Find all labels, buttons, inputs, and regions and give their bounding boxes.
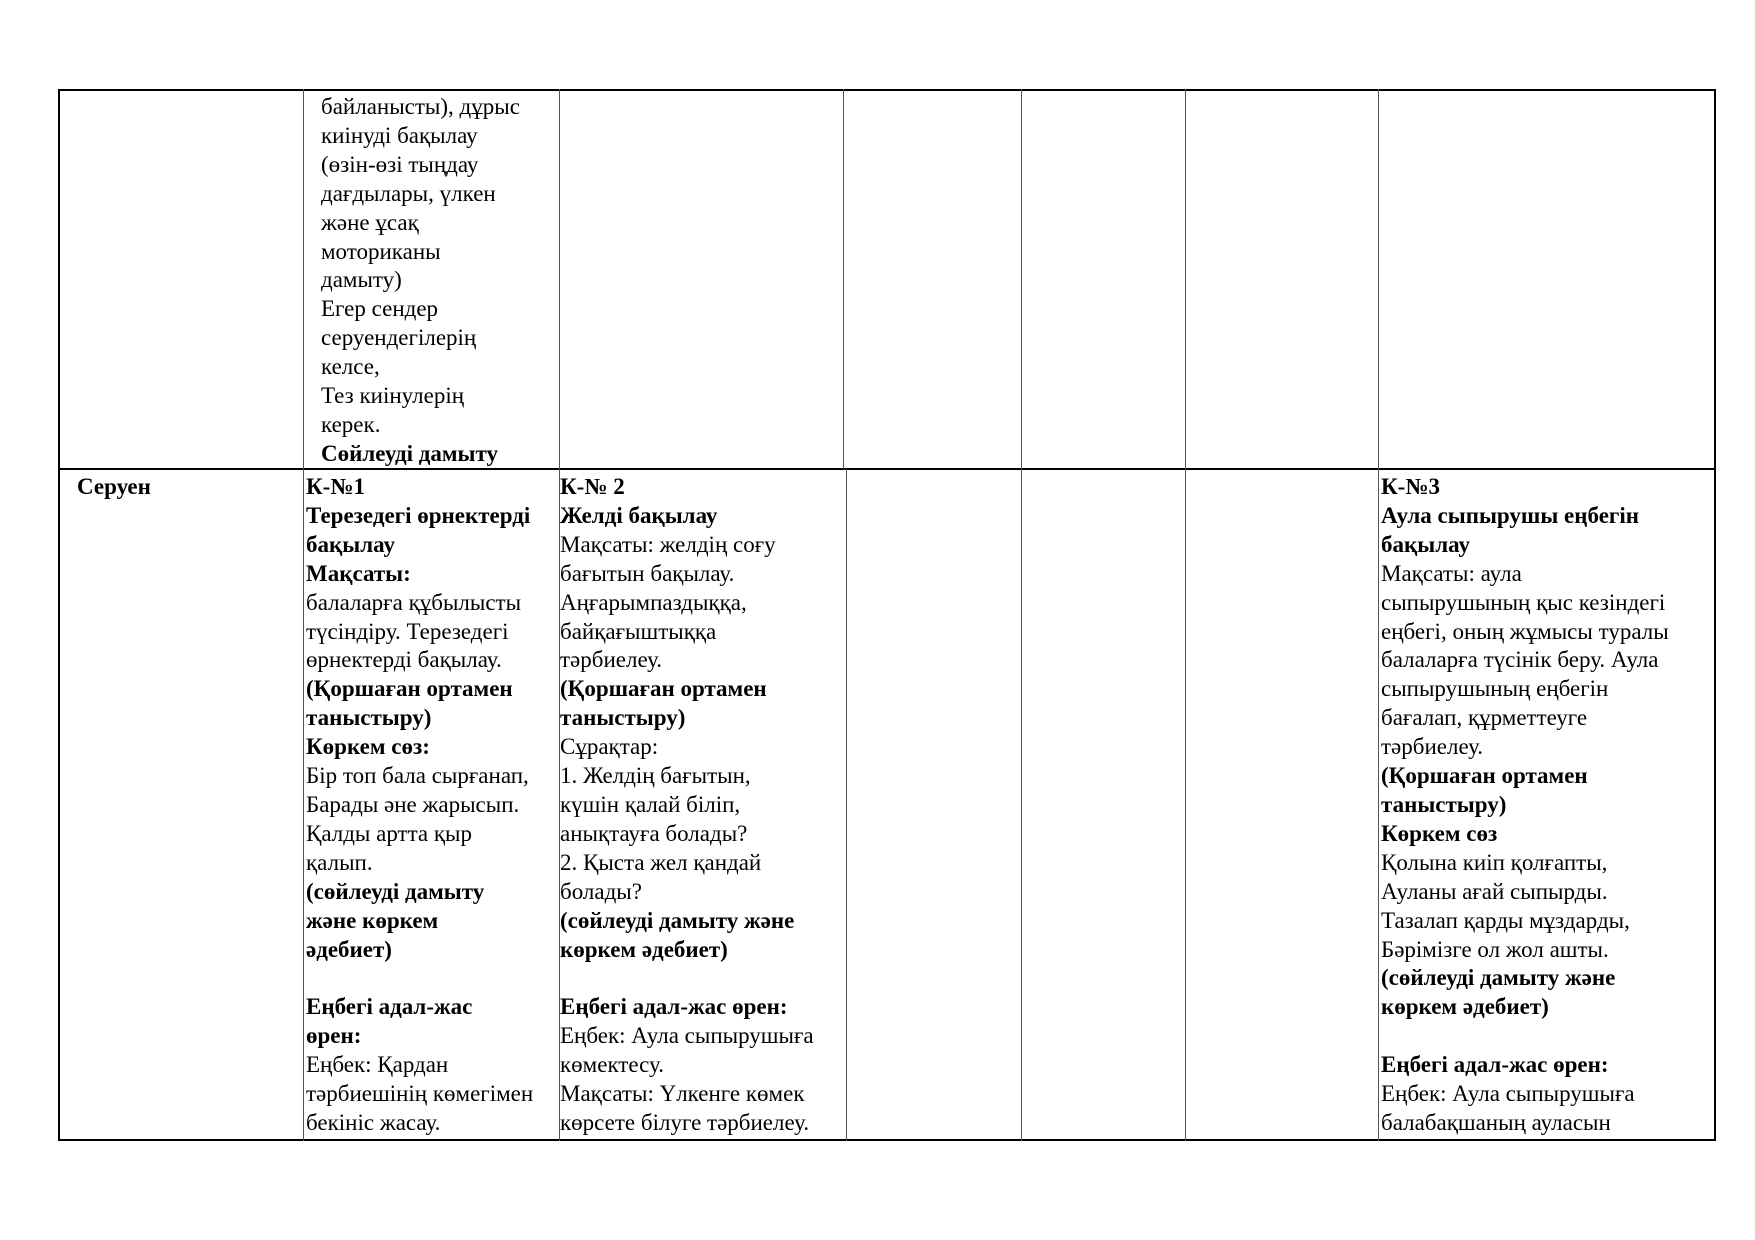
cell-line: 2. Қыста жел қандай bbox=[560, 849, 762, 875]
cell-line: таныстыру) bbox=[560, 705, 686, 731]
cell-line: бағытын бақылау. bbox=[560, 560, 735, 586]
row-divider bbox=[58, 468, 1716, 470]
cell-line: түсіндіру. Терезедегі bbox=[306, 618, 509, 644]
seruen-row-label: Серуен bbox=[77, 474, 151, 499]
cell-line: Аула сыпырушы еңбегін bbox=[1381, 502, 1639, 528]
cell-line: Көркем сөз: bbox=[306, 734, 430, 760]
cell-line: Еңбек: Аула сыпырушыға bbox=[1381, 1081, 1635, 1107]
cell-line: таныстыру) bbox=[1381, 791, 1507, 817]
cell-line: Тазалап қарды мұздарды, bbox=[1381, 907, 1630, 933]
cell-line: балаларға құбылысты bbox=[306, 589, 522, 615]
cell-line: Мақсаты: аула bbox=[1381, 560, 1522, 586]
cell-line: келсе, bbox=[321, 354, 380, 380]
cell-line: көмектесу. bbox=[560, 1052, 664, 1078]
cell-line bbox=[1381, 1022, 1714, 1051]
cell-line: таныстыру) bbox=[306, 705, 432, 731]
cell-line: моториканы bbox=[321, 238, 441, 264]
cell-line: Еңбек: Аула сыпырушыға bbox=[560, 1023, 814, 1049]
cell-line: еңбегі, оның жұмысы туралы bbox=[1381, 618, 1669, 644]
cell-line: (сөйлеуді дамыту және bbox=[1381, 965, 1616, 991]
cell-line: дамыту) bbox=[321, 267, 402, 293]
col-divider-1 bbox=[303, 89, 304, 1141]
cell-line: Ауланы ағай сыпырды. bbox=[1381, 878, 1608, 904]
cell-line: Аңғарымпаздыққа, bbox=[560, 589, 747, 615]
cell-line: (Қоршаған ортамен bbox=[560, 676, 767, 702]
cell-line: анықтауға болады? bbox=[560, 820, 748, 846]
cell-line bbox=[560, 964, 844, 993]
cell-line: керек. bbox=[321, 411, 381, 437]
col-divider-5 bbox=[1185, 89, 1186, 1141]
cell-line: және ұсақ bbox=[321, 209, 419, 235]
cell-line: қалып. bbox=[306, 849, 373, 875]
cell-line: Егер сендер bbox=[321, 296, 439, 322]
cell-line: (сөйлеуді дамыту және bbox=[560, 907, 795, 933]
col-divider-3b bbox=[846, 469, 847, 1141]
cell-line: күшін қалай біліп, bbox=[560, 791, 741, 817]
cell-line: тәрбиелеу. bbox=[1381, 734, 1484, 760]
col-divider-6 bbox=[1378, 89, 1379, 1141]
walk-card-3-cell bbox=[1381, 473, 1714, 1138]
cell-line bbox=[306, 964, 558, 993]
cell-line: Еңбек: Қардан bbox=[306, 1052, 449, 1078]
cell-line: Мақсаты: желдің соғу bbox=[560, 531, 776, 557]
cell-line: Тез киінулерің bbox=[321, 383, 465, 409]
cell-line: киінуді бақылау bbox=[321, 122, 478, 148]
cell-line: Барады әне жарысып. bbox=[306, 791, 520, 817]
cell-line: (Қоршаған ортамен bbox=[306, 676, 513, 702]
cell-line: тәрбиешінің көмегімен bbox=[306, 1081, 534, 1107]
cell-line: көрсете білуге тәрбиелеу. bbox=[560, 1109, 810, 1135]
cell-line: (сөйлеуді дамыту bbox=[306, 878, 485, 904]
cell-line: байланысты), дұрыс bbox=[321, 94, 520, 119]
cell-line: сыпырушының еңбегін bbox=[1381, 676, 1609, 702]
cell-line: К-№1 bbox=[306, 474, 365, 499]
cell-line: 1. Желдің бағытын, bbox=[560, 763, 751, 789]
cell-line: байқағыштыққа bbox=[560, 618, 717, 644]
cell-line: бағалап, құрметтеуге bbox=[1381, 705, 1588, 731]
cell-line: өрен: bbox=[306, 1023, 362, 1049]
cell-line: балабақшаның ауласын bbox=[1381, 1109, 1611, 1135]
cell-line: Қалды артта қыр bbox=[306, 820, 473, 846]
cell-line: (өзін-өзі тыңдау bbox=[321, 151, 479, 177]
cell-line: Бәрімізге ол жол ашты. bbox=[1381, 936, 1609, 962]
col-divider-3a bbox=[843, 89, 844, 469]
walk-card-1-cell bbox=[306, 473, 558, 1138]
cell-line: сыпырушының қыс кезіндегі bbox=[1381, 589, 1666, 615]
cell-line: бақылау bbox=[306, 531, 395, 557]
cell-line: бақылау bbox=[1381, 531, 1470, 557]
cell-line: Еңбегі адал-жас өрен: bbox=[1381, 1052, 1609, 1078]
cell-line: Сұрақтар: bbox=[560, 734, 659, 760]
cell-line: және көркем bbox=[306, 907, 439, 933]
cell-line: К-№3 bbox=[1381, 474, 1440, 499]
cell-line: (Қоршаған ортамен bbox=[1381, 763, 1588, 789]
cell-line: дағдылары, үлкен bbox=[321, 180, 496, 206]
cell-line: Бір топ бала сырғанап, bbox=[306, 763, 529, 789]
cell-line: Мақсаты: Үлкенге көмек bbox=[560, 1081, 805, 1107]
cell-line: Желді бақылау bbox=[560, 502, 718, 528]
cell-line: Еңбегі адал-жас bbox=[306, 994, 473, 1020]
cell-line: көркем әдебиет) bbox=[1381, 994, 1549, 1020]
cell-line: серуендегілерің bbox=[321, 325, 477, 351]
cell-line: Еңбегі адал-жас өрен: bbox=[560, 994, 788, 1020]
cell-line: К-№ 2 bbox=[560, 474, 625, 499]
walk-card-2-cell bbox=[560, 473, 844, 1138]
cell-line: бекініс жасау. bbox=[306, 1109, 441, 1135]
cell-line: Көркем сөз bbox=[1381, 820, 1498, 846]
cell-line: тәрбиелеу. bbox=[560, 647, 663, 673]
cell-line: болады? bbox=[560, 878, 642, 904]
cell-line: әдебиет) bbox=[306, 936, 392, 962]
cell-line: өрнектерді бақылау. bbox=[306, 647, 502, 673]
cell-line: Қолына киіп қолғапты, bbox=[1381, 849, 1608, 875]
cell-line: Сөйлеуді дамыту bbox=[321, 440, 498, 466]
cell-line: Мақсаты: bbox=[306, 560, 411, 586]
top-row-activity-cell bbox=[321, 93, 557, 469]
cell-line: көркем әдебиет) bbox=[560, 936, 728, 962]
col-divider-4 bbox=[1021, 89, 1022, 1141]
cell-line: балаларға түсінік беру. Аула bbox=[1381, 647, 1659, 673]
cell-line: Терезедегі өрнектерді bbox=[306, 502, 531, 528]
